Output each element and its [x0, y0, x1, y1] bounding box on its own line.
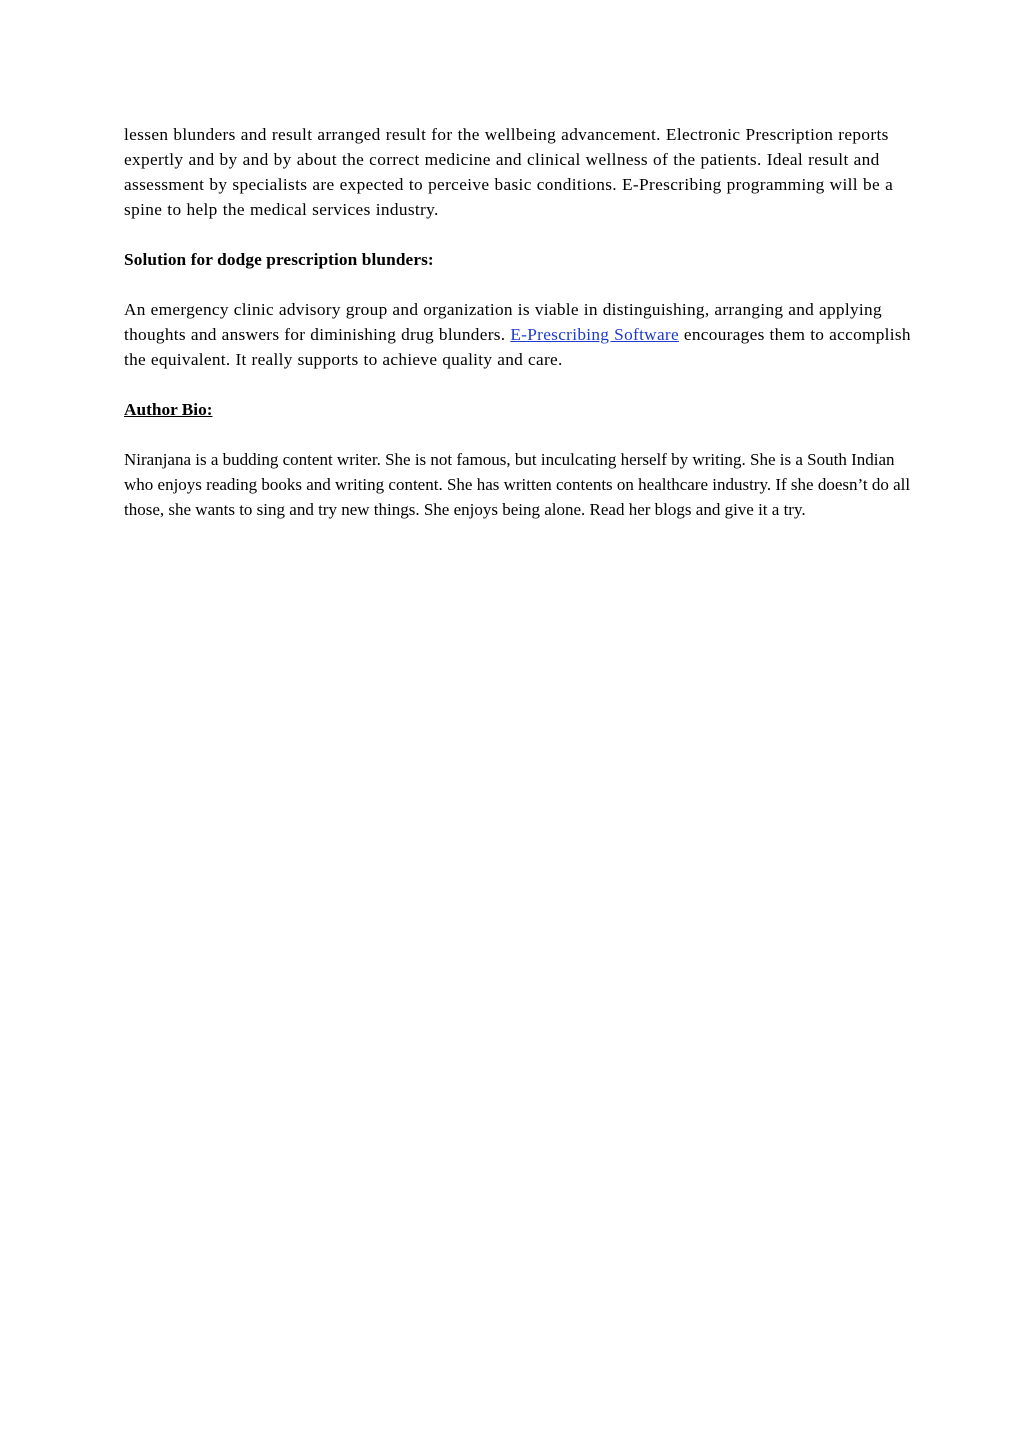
intro-paragraph: lessen blunders and result arranged result for the wellbeing advancement. Electronic Prescription reports expertly and by and by about the correct medicine and clinical wellness of the patients. Ideal result and assessment by specialists are expected to perceive basic conditions. E-Prescribing programming will be a spine to help the medical services industry. [124, 125, 894, 219]
document-body [124, 122, 914, 522]
author-bio-heading: Author Bio: [124, 400, 213, 419]
solution-heading: Solution for dodge prescription blunders: [124, 250, 434, 269]
solution-text-after-link: encourages them to accomplish the equivalent. It really supports to achieve quality and care. [124, 325, 911, 369]
solution-paragraph [124, 297, 914, 372]
solution-text-before-link: An emergency clinic advisory group and organization is viable in distinguishing, arranging and applying thoughts and answers for diminishing drug blunders. [124, 300, 882, 344]
e-prescribing-software-link[interactable]: E-Prescribing Software [510, 325, 679, 344]
author-bio-paragraph: Niranjana is a budding content writer. She is not famous, but inculcating herself by writing. She is a South Indian who enjoys reading books and writing content. She has written contents on healthcare industry. If she doesn’t do all those, she wants to sing and try new things. She enjoys being alone. Read her blogs and give it a try. [124, 450, 911, 519]
